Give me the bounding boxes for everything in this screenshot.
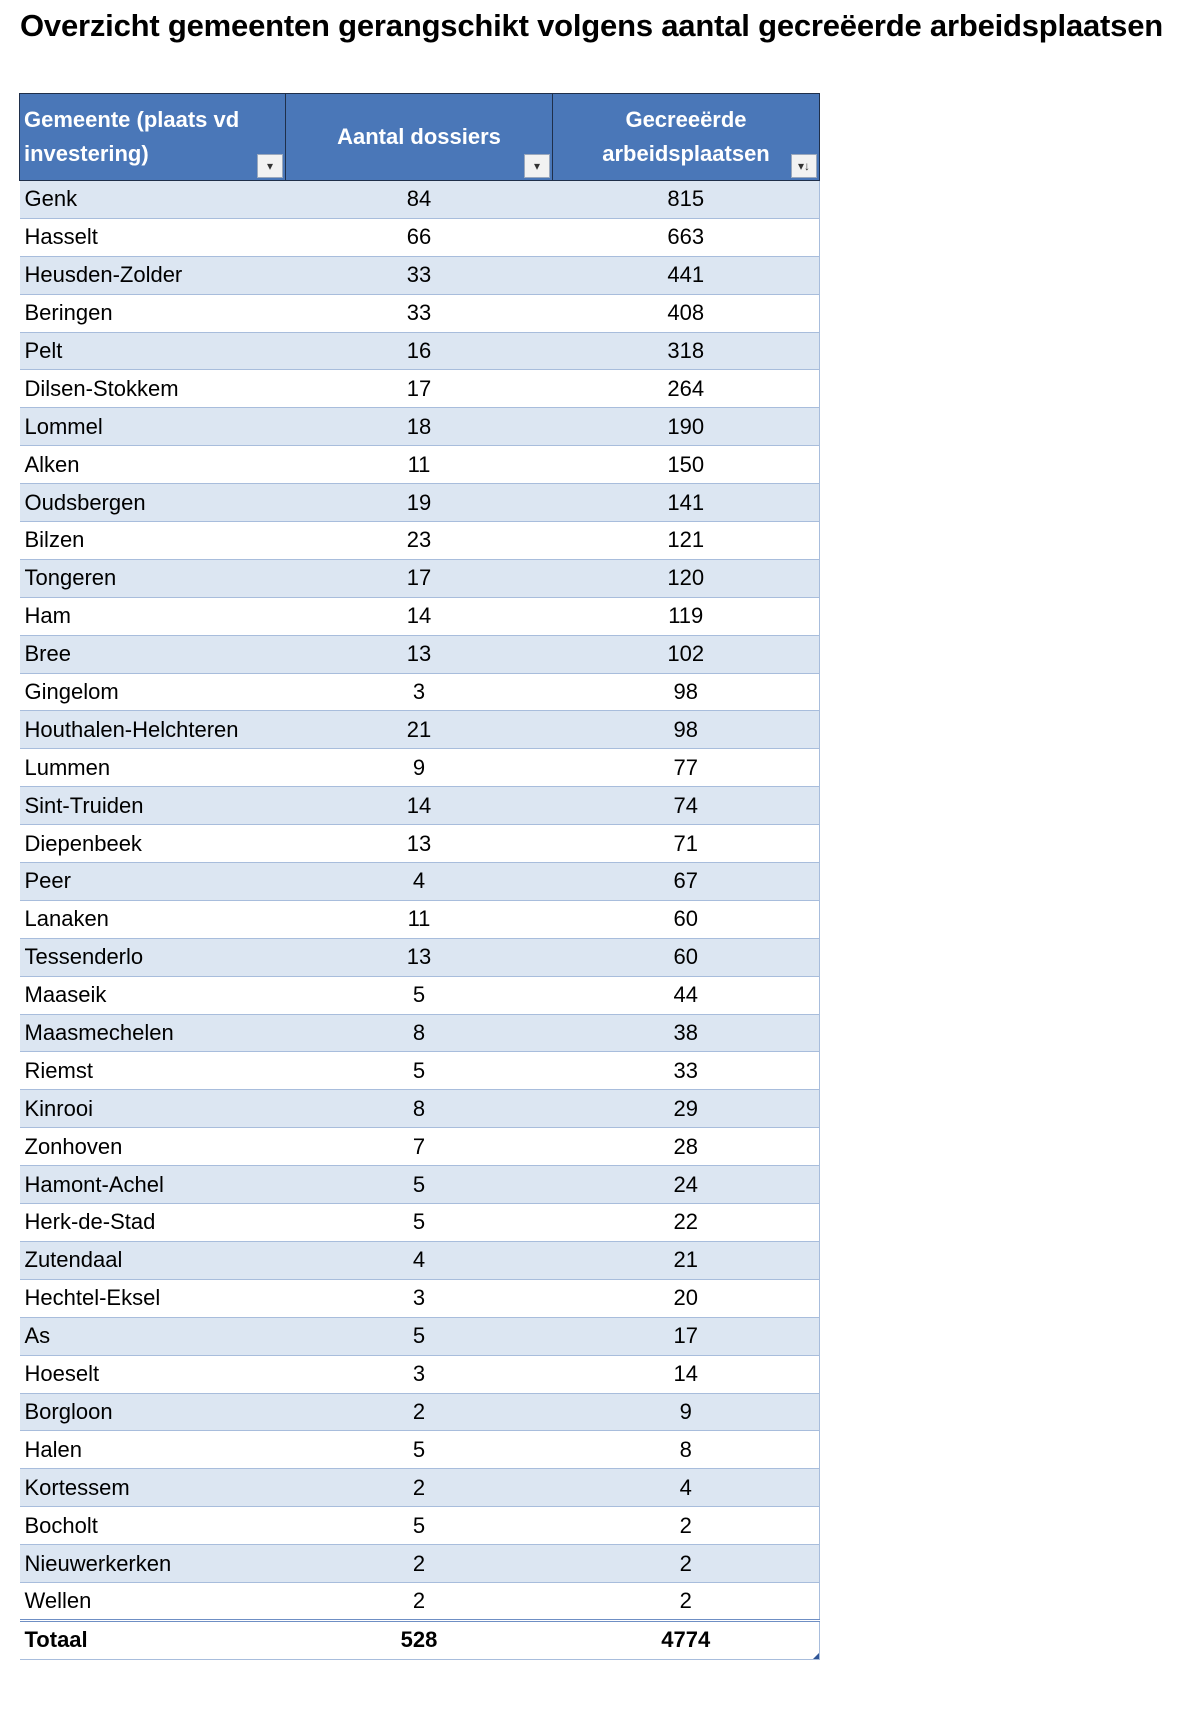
table-row — [20, 1507, 820, 1545]
table-row — [20, 749, 820, 787]
cell-gemeente: Ham — [20, 597, 286, 635]
table-row — [20, 559, 820, 597]
cell-dossiers: 14 — [286, 787, 553, 825]
cell-gemeente: Bilzen — [20, 522, 286, 560]
cell-arbeidsplaatsen: 264 — [553, 370, 820, 408]
filter-dropdown-gemeente-icon[interactable]: ▾ — [257, 154, 283, 178]
cell-dossiers: 5 — [286, 1204, 553, 1242]
cell-arbeidsplaatsen: 2 — [553, 1582, 820, 1620]
cell-arbeidsplaatsen: 150 — [553, 446, 820, 484]
cell-gemeente: Hasselt — [20, 218, 286, 256]
cell-arbeidsplaatsen: 8 — [553, 1431, 820, 1469]
cell-arbeidsplaatsen: 29 — [553, 1090, 820, 1128]
cell-arbeidsplaatsen: 24 — [553, 1166, 820, 1204]
cell-dossiers: 8 — [286, 1014, 553, 1052]
cell-dossiers: 17 — [286, 559, 553, 597]
cell-dossiers: 16 — [286, 332, 553, 370]
cell-dossiers: 2 — [286, 1582, 553, 1620]
cell-gemeente: Oudsbergen — [20, 484, 286, 522]
cell-arbeidsplaatsen: 67 — [553, 863, 820, 901]
total-row — [20, 1620, 820, 1659]
cell-arbeidsplaatsen: 28 — [553, 1128, 820, 1166]
header-dossiers — [286, 94, 553, 181]
cell-gemeente: Genk — [20, 181, 286, 219]
cell-arbeidsplaatsen: 815 — [553, 181, 820, 219]
table-row — [20, 1393, 820, 1431]
cell-gemeente: Dilsen-Stokkem — [20, 370, 286, 408]
table-row — [20, 1128, 820, 1166]
cell-gemeente: Herk-de-Stad — [20, 1204, 286, 1242]
cell-dossiers: 2 — [286, 1393, 553, 1431]
table-row — [20, 825, 820, 863]
cell-gemeente: Diepenbeek — [20, 825, 286, 863]
header-row — [20, 94, 820, 181]
cell-arbeidsplaatsen: 17 — [553, 1317, 820, 1355]
cell-arbeidsplaatsen: 98 — [553, 673, 820, 711]
total-arbeidsplaatsen — [553, 1620, 820, 1659]
data-table-container — [19, 93, 819, 1660]
cell-dossiers: 4 — [286, 1241, 553, 1279]
cell-arbeidsplaatsen: 2 — [553, 1507, 820, 1545]
cell-dossiers: 21 — [286, 711, 553, 749]
table-row — [20, 1279, 820, 1317]
table-resize-handle-icon[interactable] — [813, 1653, 819, 1659]
cell-arbeidsplaatsen: 318 — [553, 332, 820, 370]
table-row — [20, 522, 820, 560]
cell-arbeidsplaatsen: 60 — [553, 938, 820, 976]
cell-gemeente: Lummen — [20, 749, 286, 787]
cell-arbeidsplaatsen: 20 — [553, 1279, 820, 1317]
cell-arbeidsplaatsen: 33 — [553, 1052, 820, 1090]
table-row — [20, 484, 820, 522]
cell-dossiers: 18 — [286, 408, 553, 446]
cell-dossiers: 33 — [286, 294, 553, 332]
cell-arbeidsplaatsen: 121 — [553, 522, 820, 560]
header-arbeidsplaatsen — [553, 94, 820, 181]
header-dossiers-label: Aantal dossiers — [337, 124, 501, 149]
cell-dossiers: 11 — [286, 900, 553, 938]
cell-gemeente: As — [20, 1317, 286, 1355]
table-row — [20, 370, 820, 408]
table-row — [20, 294, 820, 332]
cell-gemeente: Hechtel-Eksel — [20, 1279, 286, 1317]
cell-arbeidsplaatsen: 190 — [553, 408, 820, 446]
cell-gemeente: Nieuwerkerken — [20, 1545, 286, 1583]
cell-dossiers: 8 — [286, 1090, 553, 1128]
table-row — [20, 635, 820, 673]
cell-dossiers: 17 — [286, 370, 553, 408]
cell-gemeente: Beringen — [20, 294, 286, 332]
cell-gemeente: Pelt — [20, 332, 286, 370]
table-row — [20, 1545, 820, 1583]
cell-gemeente: Riemst — [20, 1052, 286, 1090]
table-row — [20, 446, 820, 484]
table-row — [20, 711, 820, 749]
cell-dossiers: 13 — [286, 825, 553, 863]
cell-arbeidsplaatsen: 14 — [553, 1355, 820, 1393]
municipality-table — [19, 93, 820, 1660]
cell-gemeente: Wellen — [20, 1582, 286, 1620]
cell-dossiers: 11 — [286, 446, 553, 484]
cell-gemeente: Bocholt — [20, 1507, 286, 1545]
cell-arbeidsplaatsen: 102 — [553, 635, 820, 673]
cell-gemeente: Hoeselt — [20, 1355, 286, 1393]
filter-dropdown-dossiers-icon[interactable]: ▾ — [524, 154, 550, 178]
cell-gemeente: Heusden-Zolder — [20, 256, 286, 294]
table-row — [20, 218, 820, 256]
cell-gemeente: Alken — [20, 446, 286, 484]
cell-dossiers: 9 — [286, 749, 553, 787]
cell-dossiers: 2 — [286, 1469, 553, 1507]
cell-dossiers: 5 — [286, 1052, 553, 1090]
cell-dossiers: 5 — [286, 1166, 553, 1204]
cell-arbeidsplaatsen: 2 — [553, 1545, 820, 1583]
table-row — [20, 408, 820, 446]
cell-gemeente: Bree — [20, 635, 286, 673]
cell-arbeidsplaatsen: 21 — [553, 1241, 820, 1279]
table-row — [20, 1014, 820, 1052]
table-row — [20, 787, 820, 825]
cell-arbeidsplaatsen: 441 — [553, 256, 820, 294]
cell-gemeente: Kinrooi — [20, 1090, 286, 1128]
table-row — [20, 976, 820, 1014]
sort-descending-arbeidsplaatsen-icon[interactable]: ▾↓ — [791, 154, 817, 178]
page-title: Overzicht gemeenten gerangschikt volgens aantal gecreëerde arbeidsplaatsen — [20, 8, 1163, 43]
cell-dossiers: 5 — [286, 976, 553, 1014]
cell-dossiers: 4 — [286, 863, 553, 901]
cell-dossiers: 84 — [286, 181, 553, 219]
table-row — [20, 1431, 820, 1469]
table-row — [20, 1582, 820, 1620]
cell-arbeidsplaatsen: 22 — [553, 1204, 820, 1242]
table-row — [20, 181, 820, 219]
cell-arbeidsplaatsen: 4 — [553, 1469, 820, 1507]
cell-gemeente: Zutendaal — [20, 1241, 286, 1279]
cell-gemeente: Tessenderlo — [20, 938, 286, 976]
cell-arbeidsplaatsen: 663 — [553, 218, 820, 256]
cell-arbeidsplaatsen: 98 — [553, 711, 820, 749]
cell-gemeente: Houthalen-Helchteren — [20, 711, 286, 749]
table-row — [20, 332, 820, 370]
cell-arbeidsplaatsen: 77 — [553, 749, 820, 787]
cell-gemeente: Gingelom — [20, 673, 286, 711]
table-row — [20, 673, 820, 711]
header-gemeente — [20, 94, 286, 181]
cell-arbeidsplaatsen: 119 — [553, 597, 820, 635]
cell-gemeente: Peer — [20, 863, 286, 901]
header-gemeente-label: Gemeente (plaats vd investering) — [24, 107, 240, 166]
cell-dossiers: 33 — [286, 256, 553, 294]
cell-arbeidsplaatsen: 38 — [553, 1014, 820, 1052]
table-row — [20, 1241, 820, 1279]
cell-dossiers: 5 — [286, 1431, 553, 1469]
table-row — [20, 1166, 820, 1204]
cell-arbeidsplaatsen: 44 — [553, 976, 820, 1014]
table-row — [20, 256, 820, 294]
cell-arbeidsplaatsen: 408 — [553, 294, 820, 332]
cell-gemeente: Lommel — [20, 408, 286, 446]
cell-dossiers: 3 — [286, 1355, 553, 1393]
cell-dossiers: 3 — [286, 1279, 553, 1317]
cell-gemeente: Lanaken — [20, 900, 286, 938]
total-dossiers: 528 — [286, 1620, 553, 1659]
cell-gemeente: Halen — [20, 1431, 286, 1469]
cell-dossiers: 19 — [286, 484, 553, 522]
table-row — [20, 1052, 820, 1090]
cell-arbeidsplaatsen: 141 — [553, 484, 820, 522]
cell-gemeente: Kortessem — [20, 1469, 286, 1507]
cell-dossiers: 5 — [286, 1507, 553, 1545]
cell-arbeidsplaatsen: 120 — [553, 559, 820, 597]
cell-dossiers: 5 — [286, 1317, 553, 1355]
cell-gemeente: Hamont-Achel — [20, 1166, 286, 1204]
cell-dossiers: 66 — [286, 218, 553, 256]
cell-gemeente: Borgloon — [20, 1393, 286, 1431]
cell-dossiers: 14 — [286, 597, 553, 635]
header-arbeidsplaatsen-label: Gecreeërde arbeidsplaatsen — [602, 107, 770, 166]
table-row — [20, 1204, 820, 1242]
cell-gemeente: Maasmechelen — [20, 1014, 286, 1052]
cell-dossiers: 13 — [286, 938, 553, 976]
cell-gemeente: Sint-Truiden — [20, 787, 286, 825]
cell-gemeente: Zonhoven — [20, 1128, 286, 1166]
cell-dossiers: 23 — [286, 522, 553, 560]
cell-arbeidsplaatsen: 9 — [553, 1393, 820, 1431]
table-body — [20, 181, 820, 1621]
total-arbeidsplaatsen-value: 4774 — [661, 1627, 711, 1653]
table-row — [20, 938, 820, 976]
table-row — [20, 1469, 820, 1507]
table-row — [20, 900, 820, 938]
cell-dossiers: 13 — [286, 635, 553, 673]
cell-gemeente: Tongeren — [20, 559, 286, 597]
cell-dossiers: 3 — [286, 673, 553, 711]
table-row — [20, 597, 820, 635]
table-row — [20, 863, 820, 901]
cell-arbeidsplaatsen: 71 — [553, 825, 820, 863]
cell-dossiers: 2 — [286, 1545, 553, 1583]
cell-arbeidsplaatsen: 74 — [553, 787, 820, 825]
cell-arbeidsplaatsen: 60 — [553, 900, 820, 938]
total-label: Totaal — [20, 1620, 286, 1659]
cell-gemeente: Maaseik — [20, 976, 286, 1014]
cell-dossiers: 7 — [286, 1128, 553, 1166]
table-row — [20, 1355, 820, 1393]
table-row — [20, 1090, 820, 1128]
table-row — [20, 1317, 820, 1355]
